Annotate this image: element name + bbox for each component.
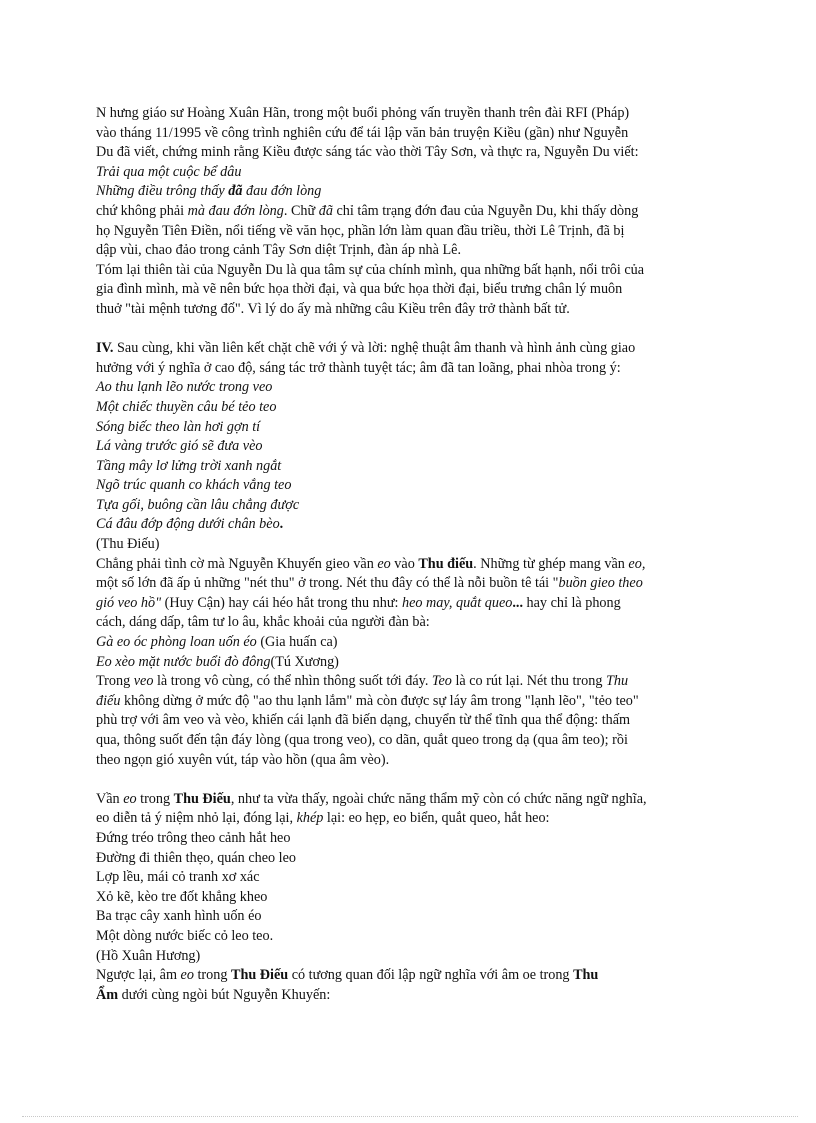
text-line: Du đã viết, chứng minh rằng Kiều được sáng tác vào thời Tây Sơn, và thực ra, Nguyễn Du viết: xyxy=(96,144,639,161)
quote-line: Eo xèo mặt nước buổi đò đông(Tú Xương) xyxy=(96,653,339,670)
text-line: phù trợ với âm veo và vèo, khiến cái lạnh đã biến dạng, chuyển từ thể tĩnh qua thể động: thấm xyxy=(96,712,631,729)
text-line: Tóm lại thiên tài của Nguyễn Du là qua tâm sự của chính mình, qua những bất hạnh, nổi trôi của xyxy=(96,261,645,278)
verse-text: Trải qua một cuộc bể dâu xyxy=(96,163,242,180)
poem-line: Lợp lều, mái cỏ tranh xơ xác xyxy=(96,869,260,886)
text-line: gió veo hồ" (Huy Cận) hay cái héo hắt trong thu như: heo may, quắt queo... hay chỉ là phong xyxy=(96,594,621,611)
page-footer-divider xyxy=(22,1116,798,1117)
text-line: hưởng với ý nghĩa ở cao độ, sáng tác trở thành tuyệt tác; âm đã tan loãng, phai nhòa trong ý: xyxy=(96,359,621,376)
poem-line: Ao thu lạnh lẽo nước trong veo xyxy=(96,379,273,396)
text-line: Ẩm dưới cùng ngòi bút Nguyễn Khuyến: xyxy=(96,986,331,1003)
poem-line: Đứng tréo trông theo cảnh hắt heo xyxy=(96,829,291,846)
poem-source: (Thu Điếu) xyxy=(96,536,160,553)
text-line: gia đình mình, mà vẽ nên bức họa thời đại, và qua bức họa thời đại, biểu trưng chân lý muôn xyxy=(96,281,623,298)
poem-line: Tầng mây lơ lửng trời xanh ngắt xyxy=(96,457,282,474)
poem-source: (Hồ Xuân Hương) xyxy=(96,947,201,964)
text-line: Vần eo trong Thu Điếu, như ta vừa thấy, ngoài chức năng thẩm mỹ còn có chức năng ngữ nghĩa, xyxy=(96,790,647,807)
poem-line: Cá đâu đớp động dưới chân bèo. xyxy=(96,516,284,533)
paragraph-spacer xyxy=(96,770,726,790)
poem-line: Một dòng nước biếc cỏ leo teo. xyxy=(96,927,274,944)
text-line: eo diễn tả ý niệm nhỏ lại, đóng lại, khép lại: eo hẹp, eo biển, quắt queo, hắt heo: xyxy=(96,810,550,827)
text-line: N hưng giáo sư Hoàng Xuân Hãn, trong một buổi phỏng vấn truyền thanh trên đài RFI (Pháp) xyxy=(96,105,630,121)
text-line: Chẳng phải tình cờ mà Nguyễn Khuyến gieo vần eo vào Thu điếu. Những từ ghép mang vần eo, xyxy=(96,555,646,572)
text-line: họ Nguyễn Tiên Điền, nổi tiếng về văn học, phần lớn làm quan đầu triều, thời Lê Trịnh, đã bị xyxy=(96,222,625,239)
emphasis-da: đã xyxy=(228,183,243,200)
paragraph-kieu xyxy=(96,104,726,320)
poem-line: Đường đi thiên thẹo, quán cheo leo xyxy=(96,849,296,866)
text-line: Trong veo là trong vô cùng, có thể nhìn thông suốt tới đáy. Teo là co rút lại. Nét thu trong Thu xyxy=(96,673,629,690)
text-line: dập vùi, chao đảo trong cảnh Tây Sơn diệt Trịnh, đàn áp nhà Lê. xyxy=(96,242,462,259)
text-line: qua, thông suốt đến tận đáy lòng (qua trong veo), co dãn, quắt queo trong dạ (qua âm teo); rồi xyxy=(96,732,628,748)
paragraph-section-iv xyxy=(96,339,726,770)
verse-line xyxy=(96,163,726,183)
poem-line: Ngõ trúc quanh co khách vắng teo xyxy=(96,477,292,494)
text-line: một số lớn đã ấp ủ những "nét thu" ở trong. Nét thu đây có thể là nỗi buồn tê tái "buồn gieo theo xyxy=(96,575,643,592)
document-body xyxy=(96,104,726,1005)
poem-line: Xỏ kẽ, kèo tre đốt khẳng kheo xyxy=(96,888,268,905)
text-line: điếu không dừng ở mức độ "ao thu lạnh lắm" mà còn được sự láy âm trong "lạnh lẽo", "tẻo teo" xyxy=(96,692,639,709)
text-line: chứ không phải mà đau đớn lòng. Chữ đã chỉ tâm trạng đớn đau của Nguyễn Du, khi thấy dòng xyxy=(96,202,639,219)
text-line: Ngược lại, âm eo trong Thu Điếu có tương quan đối lập ngữ nghĩa với âm oe trong Thu xyxy=(96,967,599,984)
paragraph-eo-rhyme xyxy=(96,790,726,1006)
text-line: vào tháng 11/1995 về công trình nghiên cứu để tái lập văn bản truyện Kiều (gần) như Nguyễn xyxy=(96,124,629,141)
section-heading: IV. xyxy=(96,340,114,357)
text-line: thuở "tài mệnh tương đố". Vì lý do ấy mà những câu Kiều trên đây trở thành bất tử. xyxy=(96,300,570,317)
poem-line: Tựa gối, buông cần lâu chẳng được xyxy=(96,496,300,513)
verse-text: Những điều trông thấy đã đau đớn lòng xyxy=(96,183,322,200)
text-line: cách, dáng dấp, tâm tư lo âu, khắc khoải của người đàn bà: xyxy=(96,614,430,631)
text-line: IV. Sau cùng, khi vần liên kết chặt chẽ với ý và lời: nghệ thuật âm thanh và hình ảnh cùng giao xyxy=(96,340,636,357)
quote-line: Gà eo óc phòng loan uốn éo (Gia huấn ca) xyxy=(96,634,338,651)
poem-line: Lá vàng trước gió sẽ đưa vèo xyxy=(96,438,263,455)
poem-line: Ba trạc cây xanh hình uốn éo xyxy=(96,908,262,925)
poem-line: Sóng biếc theo làn hơi gợn tí xyxy=(96,418,261,435)
text-line: theo ngọn gió xuyên vút, táp vào hồn (qua âm vèo). xyxy=(96,751,390,768)
paragraph-spacer xyxy=(96,320,726,340)
verse-line xyxy=(96,182,726,202)
poem-line: Một chiếc thuyền câu bé tẻo teo xyxy=(96,398,277,415)
